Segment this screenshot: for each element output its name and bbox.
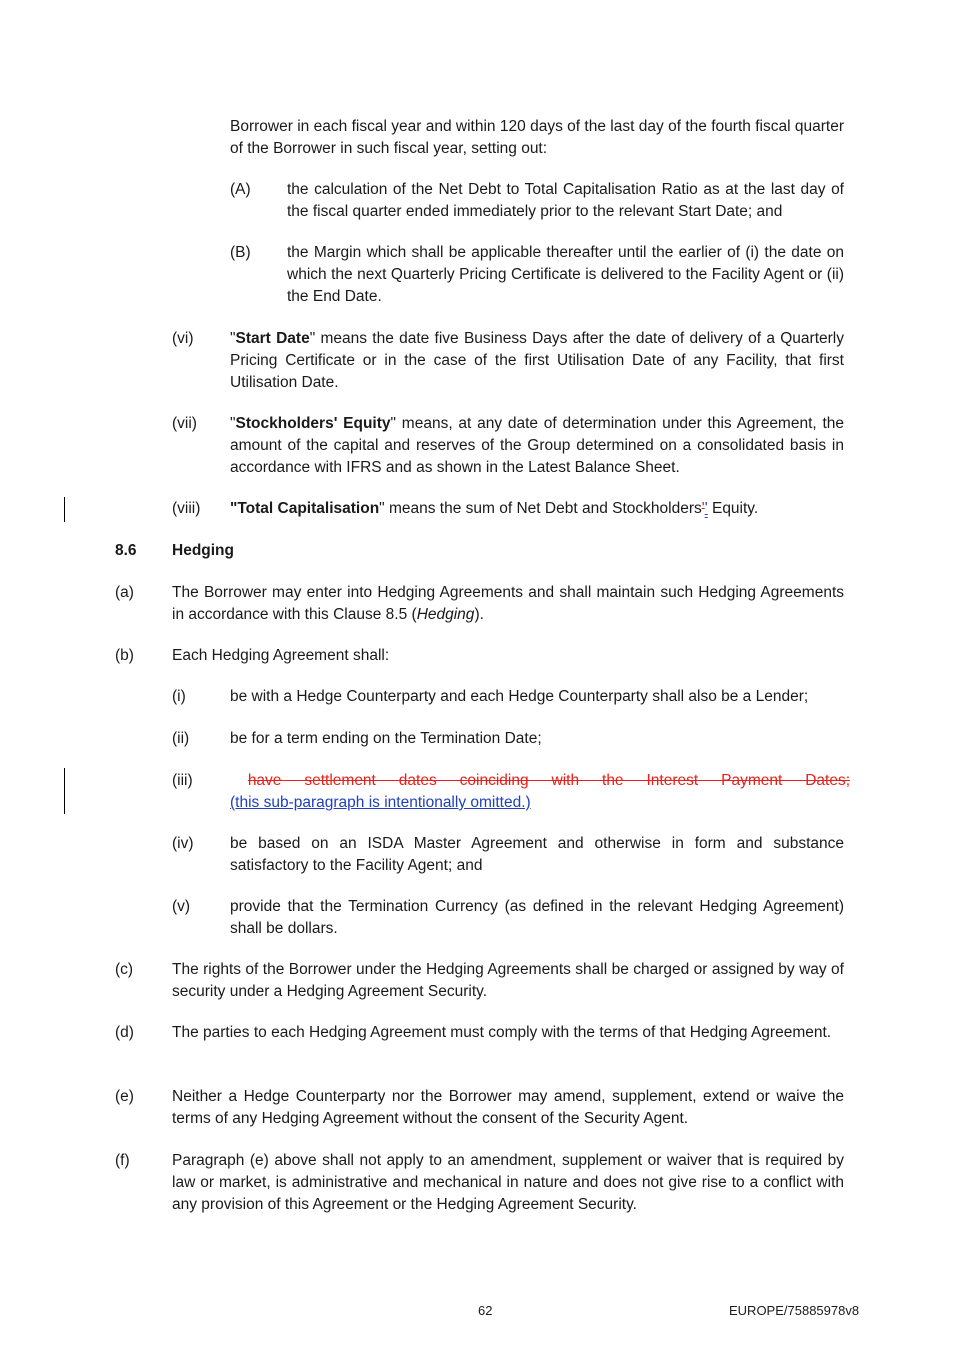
- definition-open-quote: ": [230, 415, 236, 432]
- para-f: Paragraph (e) above shall not apply to an amendment, supplement or waiver that is required by law or market, is administrative and mechanical in nature and does not give rise to a conflict with any provision of this Agreement or the Hedging Agreement Security.: [172, 1152, 844, 1213]
- change-bar: [64, 497, 65, 522]
- para-label-e: (e): [115, 1088, 134, 1105]
- definition-open-quote: ": [230, 330, 236, 347]
- hedge-item-iv: be based on an ISDA Master Agreement and otherwise in form and substance satisfactory to the Facility Agent; and: [230, 835, 844, 874]
- hedge-item-ii: be for a term ending on the Termination Date;: [230, 730, 542, 747]
- inserted-apostrophe: ': [704, 500, 708, 517]
- para-a-end: ).: [474, 606, 484, 623]
- para-e: Neither a Hedge Counterparty nor the Borrower may amend, supplement, extend or waive the terms of any Hedging Agreement without the consent of the Security Agent.: [172, 1088, 844, 1127]
- intro-paragraph: Borrower in each fiscal year and within 120 days of the last day of the fourth fiscal quarter of the Borrower in such fiscal year, setting out:: [230, 118, 844, 157]
- sub-item-text-b: the Margin which shall be applicable thereafter until the earlier of (i) the date on which the next Quarterly Pricing Certificate is delivered to the Facility Agent or (ii) the End Date.: [287, 244, 844, 305]
- para-label-d: (d): [115, 1024, 134, 1041]
- para-b: Each Hedging Agreement shall:: [172, 647, 390, 664]
- hedge-item-label-iv: (iv): [172, 835, 194, 852]
- para-label-b: (b): [115, 647, 134, 664]
- hedge-item-label-v: (v): [172, 898, 191, 915]
- definition-term: Stockholders' Equity: [235, 415, 391, 432]
- definition-text-end: Equity.: [707, 500, 759, 517]
- definition-text: " means the sum of Net Debt and Stockholders: [379, 500, 702, 517]
- sub-item-label-a: (A): [230, 181, 251, 198]
- hedge-item-i: be with a Hedge Counterparty and each Hedge Counterparty shall also be a Lender;: [230, 688, 809, 705]
- definition-term: Start Date: [235, 330, 310, 347]
- section-title: Hedging: [172, 542, 234, 559]
- hedge-item-iii: [230, 770, 850, 814]
- definition-term: "Total Capitalisation: [230, 500, 380, 517]
- section-number: 8.6: [115, 542, 137, 559]
- definition-label-vii: (vii): [172, 415, 197, 432]
- inserted-text: (this sub-paragraph is intentionally omitted.): [230, 794, 531, 811]
- para-a-italic: Hedging: [416, 606, 475, 623]
- definition-start-date: [230, 328, 844, 394]
- hedge-item-v: provide that the Termination Currency (as defined in the relevant Hedging Agreement) shall be dollars.: [230, 898, 844, 937]
- hedge-item-label-ii: (ii): [172, 730, 190, 747]
- para-label-f: (f): [115, 1152, 130, 1169]
- document-reference: EUROPE/75885978v8: [729, 1303, 860, 1318]
- definition-text: " means the date five Business Days after the date of delivery of a Quarterly Pricing Certificate or in the case of the first Utilisation Date of any Facility, that first Utilisation Date.: [230, 330, 844, 391]
- para-d: The parties to each Hedging Agreement must comply with the terms of that Hedging Agreement.: [172, 1024, 832, 1041]
- para-label-a: (a): [115, 584, 134, 601]
- change-bar: [64, 768, 65, 814]
- sub-item-text-a: the calculation of the Net Debt to Total Capitalisation Ratio as at the last day of the fiscal quarter ended immediately prior to the relevant Start Date; and: [287, 181, 844, 220]
- page-number: 62: [478, 1303, 493, 1318]
- definition-label-vi: (vi): [172, 330, 194, 347]
- para-a: [172, 582, 844, 626]
- para-a-text: The Borrower may enter into Hedging Agreements and shall maintain such Hedging Agreements in accordance with this Clause 8.5 (: [172, 584, 844, 623]
- definition-label-viii: (viii): [172, 500, 201, 517]
- para-c: The rights of the Borrower under the Hedging Agreements shall be charged or assigned by way of security under a Hedging Agreement Security.: [172, 961, 844, 1000]
- definition-text: " means, at any date of determination under this Agreement, the amount of the capital and reserves of the Group determined on a consolidated basis in accordance with IFRS and as shown in the Latest Balance Sheet.: [230, 415, 845, 476]
- hedge-item-label-iii: (iii): [172, 772, 193, 789]
- definition-stockholders-equity: [230, 413, 844, 479]
- sub-item-label-b: (B): [230, 244, 251, 261]
- para-label-c: (c): [115, 961, 134, 978]
- deleted-apostrophe: ': [701, 500, 705, 517]
- definition-total-capitalisation: [230, 498, 844, 520]
- hedge-item-label-i: (i): [172, 688, 186, 705]
- deleted-text: have settlement dates coinciding with the Interest Payment Dates;: [247, 772, 851, 789]
